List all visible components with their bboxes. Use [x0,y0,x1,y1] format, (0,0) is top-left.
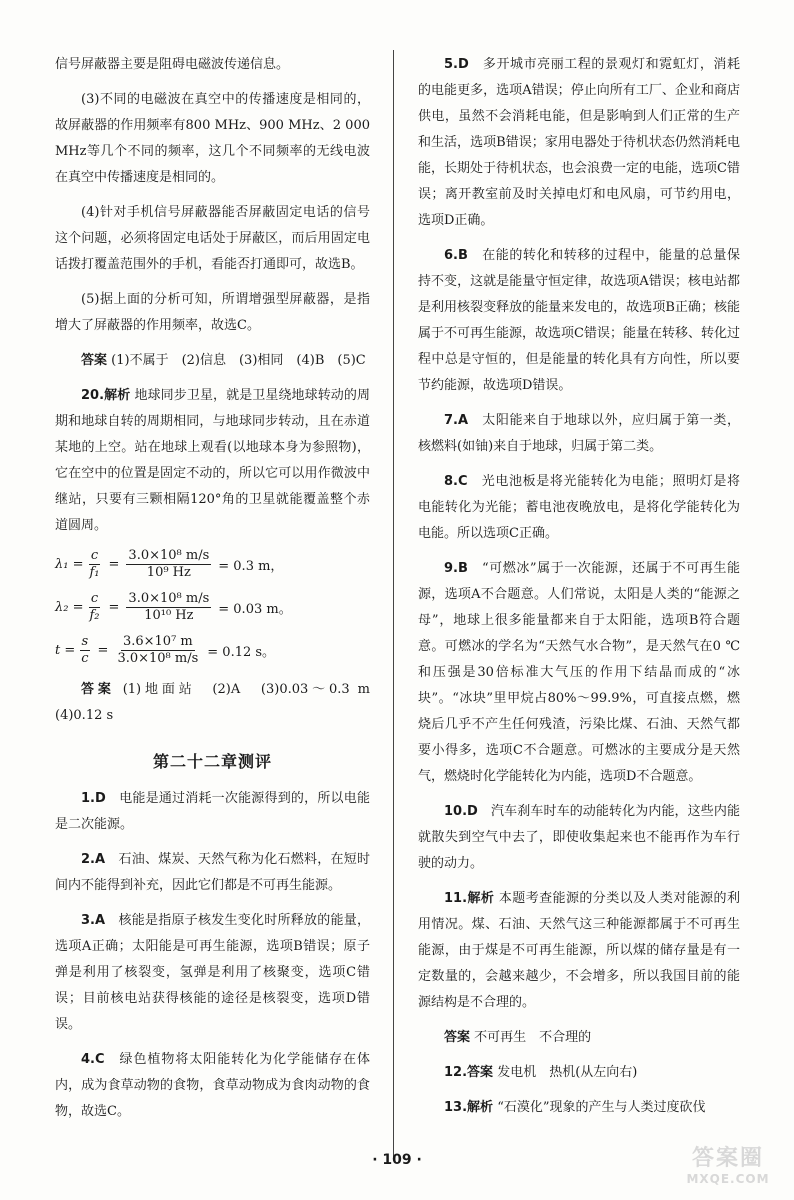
item-number: 11. [444,891,468,906]
formula-result: = 0.12 s。 [207,645,276,660]
item-2 [55,847,370,899]
item-number: 6.B [444,248,468,263]
item-number: 7.A [444,413,469,428]
item-number: 4.C [81,1052,105,1067]
analysis-label: 解析 [467,1100,494,1115]
page-number: · 109 · [372,1152,422,1168]
paragraph: (3)不同的电磁波在真空中的传播速度是相同的，故屏蔽器的作用频率有800 MHz、900 MHz、2 000 MHz等几个不同的频率，这几个不同频率的无线电波在真空中传播速度是相同的。 [55,92,370,185]
answer-text: 不可再生 不合理的 [474,1030,592,1045]
numerator: 3.6×10⁷ m [122,634,193,649]
watermark [680,1146,776,1190]
paragraph: 信号屏蔽器主要是阻碍电磁波传递信息。 [55,57,290,72]
formula-time: t = $\frac{s}{c}$ = $\frac{\text{3.6×10⁷ m}}{\text{3.0×10⁸ m/s}}$ = 0.12 s。 [55,634,276,666]
question-number: 20. [81,388,105,403]
item-text: 石油、煤炭、天然气称为化石燃料，在短时间内不能得到补充，因此它们都是不可再生能源。 [55,852,370,893]
answer-label: 答案 [444,1030,471,1045]
formula-result: = 0.03 m。 [218,602,292,617]
formula-lhs: λ₁ = [55,557,84,572]
item-10 [418,799,740,877]
item-5 [418,52,740,234]
item-number: 5.D [444,57,469,72]
formula-lambda2: λ₂ = $\frac{c}{\text{f₂}}$ = $\frac{\text{3.0×10⁸ m/s}}{\text{10¹⁰ Hz}}$ = 0.03 m。 [55,591,292,623]
item-text: 汽车刹车时车的动能转化为内能，这些内能就散失到空气中去了，即使收集起来也不能再作为车行驶的动力。 [418,804,740,871]
item-text: 核能是指原子核发生变化时所释放的能量，选项A正确；太阳能是可再生能源，选项B错误；原子弹是利用了核裂变，氢弹是利用了核聚变，选项C错误；目前核电站获得核能的途径是核裂变，选项D错误。 [55,913,370,1032]
answer-text: (1)地面站 (2)A (3)0.03～0.3 m (4)0.12 s [55,682,384,723]
answer-label: 答案 [467,1065,494,1080]
item-text: 绿色植物将太阳能转化为化学能储存在体内，成为食草动物的食物，食草动物成为食肉动物的食物，故选C。 [55,1052,370,1119]
item-9 [418,556,740,790]
denominator: f₁ [89,565,100,580]
numerator: c [90,591,99,606]
item-12 [418,1060,740,1086]
answer-label: 答案 [81,682,115,697]
item-number: 8.C [444,474,468,489]
item-number: 3.A [81,913,106,928]
question-20 [55,383,370,539]
item-text: “石漠化”现象的产生与人类过度砍伐 [497,1100,706,1115]
item-3 [55,908,370,1038]
denominator: 10⁹ Hz [146,565,191,580]
numerator: 3.0×10⁸ m/s [128,591,210,606]
item-11 [418,886,740,1016]
column-divider [393,50,394,1160]
item-text: 太阳能来自于地球以外，应归属于第一类，核燃料(如铀)来自于地球，归属于第二类。 [418,413,740,454]
item-text: 在能的转化和转移的过程中，能量的总量保持不变，这就是能量守恒定律，故选项A错误；核电站都是利用核裂变释放的能量来发电的，故选项B正确；核能属于不可再生能源，故选项C错误；能量在转移、转化过程中总是守恒的，但是能量的转化具有方向性，所以要节约能源，故选项D错误。 [418,248,740,393]
numerator: s [81,634,89,649]
fraction [87,548,101,581]
item-13 [418,1095,740,1121]
paragraph: (5)据上面的分析可知，所谓增强型屏蔽器，是指增大了屏蔽器的作用频率，故选C。 [55,292,370,333]
analysis-label: 解析 [467,891,495,906]
fraction [126,591,211,624]
answer-text: (1)不属于 (2)信息 (3)相同 (4)B (5)C [111,353,366,368]
item-6 [418,243,740,399]
analysis-label: 解析 [104,388,131,403]
answer-20 [55,677,384,729]
numerator: 3.0×10⁸ m/s [128,548,210,563]
item-text: 多开城市亮丽工程的景观灯和霓虹灯，消耗的电能更多，选项A错误；停止向所有工厂、企业和商店供电，虽然不会消耗电能，但是影响到人们正常的生产和生活，选项B错误；家用电器处于待机状态仍然消耗电能，长期处于待机状态，也会浪费一定的电能，选项C错误；离开教室前及时关掉电灯和电风扇，可节约用电，选项D正确。 [418,57,740,228]
item-number: 13. [444,1100,468,1115]
formula-result: = 0.3 m， [218,559,284,574]
item-7 [418,408,740,460]
item-1 [55,786,370,838]
fraction [126,548,211,581]
fraction [115,634,200,667]
section-title: 第二十二章测评 [152,752,272,771]
item-8 [418,469,740,547]
fraction [87,591,101,624]
item-text: “可燃冰”属于一次能源，还属于不可再生能源，选项A不合题意。人们常说，太阳是人类的“能源之母”，地球上很多能量都来自于太阳能，选项B符合题意。可燃冰的学名为“天然气水合物”，是天然气在0 ℃和压强是30倍标准大气压的作用下结晶而成的“冰块”。“冰块”里甲烷占80%～99.9%，可直接点燃，燃烧后几乎不产生任何残渣，污染比煤、石油、天然气都要小得多，选项C不合题意。可燃冰的主要成分是天然气，燃烧时化学能转化为内能，选项D不合题意。 [418,561,740,784]
item-number: 1.D [81,791,106,806]
answer-label: 答案 [81,353,108,368]
right-column [418,52,740,1130]
paragraph: (4)针对手机信号屏蔽器能否屏蔽固定电话的信号这个问题，必须将固定电话处于屏蔽区，而后用固定电话拨打覆盖范围外的手机，看能否打通即可，故选B。 [55,205,370,272]
item-text: 电能是通过消耗一次能源得到的，所以电能是二次能源。 [55,791,370,832]
denominator: 3.0×10⁸ m/s [117,651,199,666]
denominator: 10¹⁰ Hz [144,608,194,623]
item-number: 10.D [444,804,478,819]
analysis-text: 地球同步卫星，就是卫星绕地球转动的周期和地球自转的周期相同，与地球同步转动，且在赤道某地的上空。站在地球上观看(以地球本身为参照物)，它在空中的位置是固定不动的，所以它可以用作微波中继站，只要有三颗相隔120°角的卫星就能覆盖整个赤道圆周。 [55,388,370,533]
formula-lhs: λ₂ = [55,600,84,615]
formula-lhs: t = [55,643,76,658]
item-number: 9.B [444,561,468,576]
item-text: 发电机 热机(从左向右) [497,1065,638,1080]
item-number: 2.A [81,852,106,867]
denominator: c [81,651,89,666]
formula-lambda1: λ₁ = $\frac{c}{\text{f₁}}$ = $\frac{\text{3.0×10⁸ m/s}}{\text{10⁹ Hz}}$ = 0.3 m， [55,548,284,580]
denominator: f₂ [89,608,100,623]
item-4 [55,1047,370,1125]
watermark-url: MXQE.COM [686,1172,770,1186]
answer-19 [55,348,370,374]
left-column [55,52,384,1134]
item-text: 本题考查能源的分类以及人类对能源的利用情况。煤、石油、天然气这三种能源都属于不可再生能源，由于煤是不可再生能源，所以煤的储存量是有一定数量的，会越来越少，不会增多，所以我国目前的能源结构是不合理的。 [418,891,740,1010]
watermark-logo: 答案圈 [691,1146,764,1171]
fraction [79,634,90,667]
item-text: 光电池板是将光能转化为电能；照明灯是将电能转化为光能；蓄电池夜晚放电，是将化学能转化为电能。所以选项C正确。 [418,474,740,541]
answer-11 [418,1025,740,1051]
item-number: 12. [444,1065,468,1080]
numerator: c [90,548,99,563]
